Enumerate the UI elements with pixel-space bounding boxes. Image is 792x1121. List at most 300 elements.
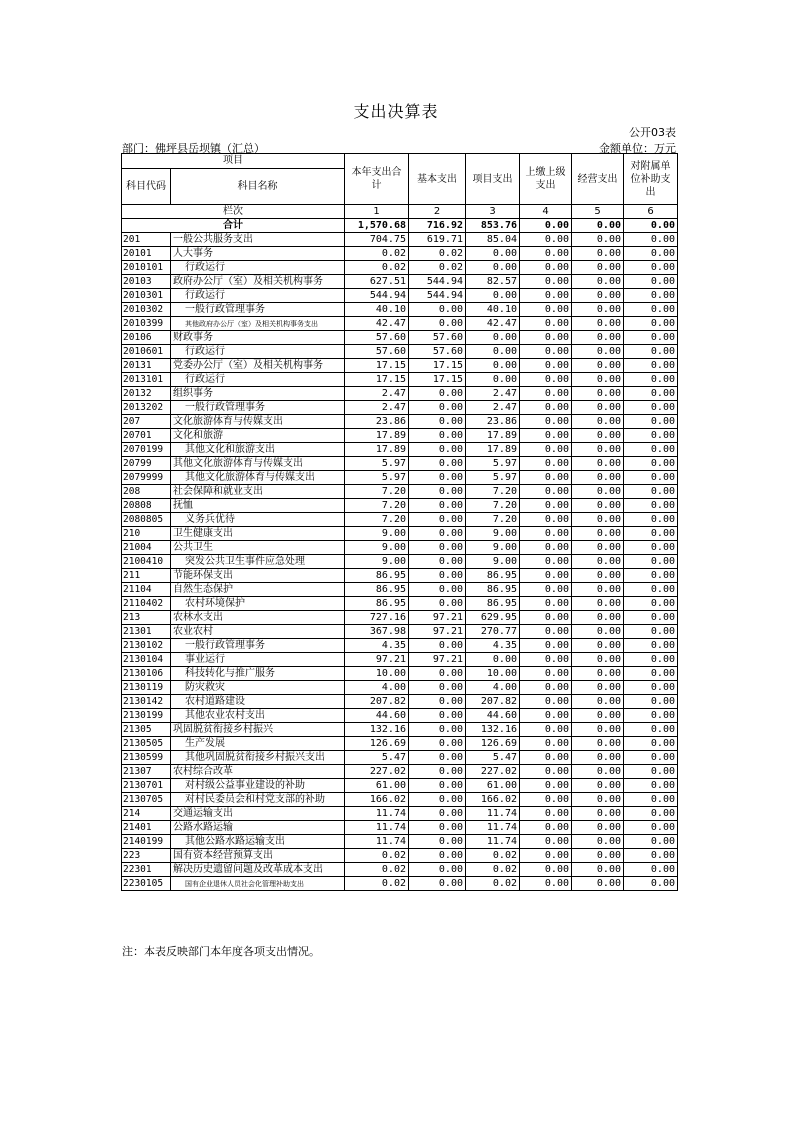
table-row (122, 247, 678, 261)
table-row (122, 275, 678, 289)
amount-business: 0.00 (572, 569, 624, 583)
amount-subsidy: 0.00 (624, 373, 678, 387)
subject-name: 公路水路运输 (171, 821, 345, 835)
amount-basic: 0.00 (409, 639, 466, 653)
amount-project: 23.86 (466, 415, 520, 429)
amount-business: 0.00 (572, 345, 624, 359)
subject-name: 防灾救灾 (171, 681, 345, 695)
table-row (122, 765, 678, 779)
amount-subsidy: 0.00 (624, 653, 678, 667)
amount-upper: 0.00 (520, 597, 572, 611)
amount-upper: 0.00 (520, 821, 572, 835)
amount-project: 207.82 (466, 695, 520, 709)
amount-total: 0.02 (345, 247, 409, 261)
subject-code: 21401 (122, 821, 171, 835)
subject-name: 一般行政管理事务 (171, 639, 345, 653)
amount-business: 0.00 (572, 429, 624, 443)
total-cell: 0.00 (520, 219, 572, 233)
amount-basic: 0.02 (409, 261, 466, 275)
subject-code: 2130119 (122, 681, 171, 695)
amount-total: 86.95 (345, 597, 409, 611)
table-row (122, 625, 678, 639)
amount-basic: 0.00 (409, 835, 466, 849)
table-row (122, 667, 678, 681)
amount-total: 704.75 (345, 233, 409, 247)
amount-upper: 0.00 (520, 569, 572, 583)
amount-business: 0.00 (572, 667, 624, 681)
amount-business: 0.00 (572, 317, 624, 331)
amount-upper: 0.00 (520, 877, 572, 891)
subject-code: 20103 (122, 275, 171, 289)
amount-total: 97.21 (345, 653, 409, 667)
table-row (122, 569, 678, 583)
total-row (122, 219, 678, 233)
subject-name: 文化旅游体育与传媒支出 (171, 415, 345, 429)
amount-basic: 0.00 (409, 415, 466, 429)
subject-name: 行政运行 (171, 345, 345, 359)
table-row (122, 345, 678, 359)
subject-code: 2130142 (122, 695, 171, 709)
subject-name: 自然生态保护 (171, 583, 345, 597)
amount-subsidy: 0.00 (624, 569, 678, 583)
subject-name: 农村环境保护 (171, 597, 345, 611)
amount-business: 0.00 (572, 275, 624, 289)
amount-project: 4.35 (466, 639, 520, 653)
subject-name: 生产发展 (171, 737, 345, 751)
amount-upper: 0.00 (520, 695, 572, 709)
amount-business: 0.00 (572, 303, 624, 317)
amount-basic: 57.60 (409, 345, 466, 359)
amount-subsidy: 0.00 (624, 597, 678, 611)
amount-total: 61.00 (345, 779, 409, 793)
amount-upper: 0.00 (520, 429, 572, 443)
amount-total: 17.89 (345, 429, 409, 443)
subject-code: 2010101 (122, 261, 171, 275)
amount-subsidy: 0.00 (624, 513, 678, 527)
subject-code: 20799 (122, 457, 171, 471)
amount-basic: 0.00 (409, 821, 466, 835)
subject-code: 2080805 (122, 513, 171, 527)
subject-code: 21305 (122, 723, 171, 737)
subject-name: 财政事务 (171, 331, 345, 345)
amount-upper: 0.00 (520, 681, 572, 695)
amount-upper: 0.00 (520, 555, 572, 569)
amount-total: 17.89 (345, 443, 409, 457)
amount-basic: 0.00 (409, 723, 466, 737)
amount-total: 727.16 (345, 611, 409, 625)
amount-business: 0.00 (572, 457, 624, 471)
amount-upper: 0.00 (520, 317, 572, 331)
amount-upper: 0.00 (520, 737, 572, 751)
subject-code: 211 (122, 569, 171, 583)
amount-business: 0.00 (572, 289, 624, 303)
amount-total: 7.20 (345, 499, 409, 513)
amount-basic: 0.00 (409, 849, 466, 863)
amount-subsidy: 0.00 (624, 317, 678, 331)
header-basic: 基本支出 (409, 154, 466, 205)
subject-name: 突发公共卫生事件应急处理 (171, 555, 345, 569)
amount-total: 5.47 (345, 751, 409, 765)
amount-subsidy: 0.00 (624, 695, 678, 709)
table-row (122, 331, 678, 345)
table-row (122, 877, 678, 891)
table-body (122, 233, 678, 891)
amount-upper: 0.00 (520, 779, 572, 793)
amount-subsidy: 0.00 (624, 443, 678, 457)
amount-project: 85.04 (466, 233, 520, 247)
amount-subsidy: 0.00 (624, 275, 678, 289)
col-index-1: 1 (345, 205, 409, 219)
amount-basic: 0.00 (409, 303, 466, 317)
table-row (122, 471, 678, 485)
subject-name: 人大事务 (171, 247, 345, 261)
amount-project: 0.00 (466, 653, 520, 667)
amount-subsidy: 0.00 (624, 779, 678, 793)
amount-business: 0.00 (572, 597, 624, 611)
header-subsidy: 对附属单位补助支出 (624, 154, 678, 205)
amount-upper: 0.00 (520, 667, 572, 681)
total-cell: 853.76 (466, 219, 520, 233)
total-cell: 0.00 (572, 219, 624, 233)
amount-subsidy: 0.00 (624, 835, 678, 849)
table-row (122, 653, 678, 667)
subject-code: 201 (122, 233, 171, 247)
amount-project: 42.47 (466, 317, 520, 331)
amount-total: 207.82 (345, 695, 409, 709)
amount-project: 9.00 (466, 555, 520, 569)
subject-name: 其他文化旅游体育与传媒支出 (171, 471, 345, 485)
total-cell: 0.00 (624, 219, 678, 233)
subject-name: 对村级公益事业建设的补助 (171, 779, 345, 793)
table-row (122, 415, 678, 429)
amount-upper: 0.00 (520, 359, 572, 373)
amount-business: 0.00 (572, 695, 624, 709)
header-code: 科目代码 (122, 168, 171, 204)
amount-subsidy: 0.00 (624, 289, 678, 303)
amount-subsidy: 0.00 (624, 541, 678, 555)
table-row (122, 401, 678, 415)
subject-name: 农业农村 (171, 625, 345, 639)
subject-name: 国有资本经营预算支出 (171, 849, 345, 863)
amount-upper: 0.00 (520, 639, 572, 653)
amount-upper: 0.00 (520, 625, 572, 639)
subject-code: 21307 (122, 765, 171, 779)
amount-upper: 0.00 (520, 303, 572, 317)
table-row (122, 807, 678, 821)
table-row (122, 695, 678, 709)
amount-project: 132.16 (466, 723, 520, 737)
table-row (122, 289, 678, 303)
amount-business: 0.00 (572, 653, 624, 667)
amount-basic: 17.15 (409, 359, 466, 373)
amount-upper: 0.00 (520, 611, 572, 625)
amount-total: 2.47 (345, 401, 409, 415)
amount-upper: 0.00 (520, 807, 572, 821)
subject-code: 2130705 (122, 793, 171, 807)
amount-project: 86.95 (466, 583, 520, 597)
expenditure-table (121, 153, 678, 891)
table-row (122, 541, 678, 555)
amount-business: 0.00 (572, 415, 624, 429)
subject-name: 农林水支出 (171, 611, 345, 625)
subject-code: 214 (122, 807, 171, 821)
subject-code: 2130102 (122, 639, 171, 653)
amount-basic: 0.00 (409, 429, 466, 443)
table-row (122, 793, 678, 807)
amount-total: 544.94 (345, 289, 409, 303)
amount-upper: 0.00 (520, 233, 572, 247)
subject-code: 2130104 (122, 653, 171, 667)
table-row (122, 443, 678, 457)
subject-code: 213 (122, 611, 171, 625)
subject-code: 2013101 (122, 373, 171, 387)
amount-project: 629.95 (466, 611, 520, 625)
amount-total: 57.60 (345, 331, 409, 345)
subject-name: 对村民委员会和村党支部的补助 (171, 793, 345, 807)
amount-basic: 0.00 (409, 807, 466, 821)
amount-business: 0.00 (572, 261, 624, 275)
amount-basic: 57.60 (409, 331, 466, 345)
amount-business: 0.00 (572, 233, 624, 247)
header-business: 经营支出 (572, 154, 624, 205)
amount-project: 0.02 (466, 863, 520, 877)
amount-subsidy: 0.00 (624, 499, 678, 513)
table-row (122, 555, 678, 569)
subject-code: 2140199 (122, 835, 171, 849)
amount-project: 11.74 (466, 821, 520, 835)
subject-name: 一般行政管理事务 (171, 303, 345, 317)
table-row (122, 499, 678, 513)
table-row (122, 387, 678, 401)
subject-name: 科技转化与推广服务 (171, 667, 345, 681)
amount-total: 367.98 (345, 625, 409, 639)
amount-subsidy: 0.00 (624, 233, 678, 247)
subject-name: 其他农业农村支出 (171, 709, 345, 723)
total-cell: 716.92 (409, 219, 466, 233)
amount-subsidy: 0.00 (624, 401, 678, 415)
amount-project: 17.89 (466, 443, 520, 457)
amount-total: 57.60 (345, 345, 409, 359)
amount-project: 5.97 (466, 457, 520, 471)
amount-business: 0.00 (572, 625, 624, 639)
amount-basic: 0.00 (409, 877, 466, 891)
amount-project: 11.74 (466, 835, 520, 849)
amount-project: 82.57 (466, 275, 520, 289)
amount-basic: 0.00 (409, 485, 466, 499)
amount-subsidy: 0.00 (624, 429, 678, 443)
subject-code: 2013202 (122, 401, 171, 415)
subject-name: 节能环保支出 (171, 569, 345, 583)
amount-subsidy: 0.00 (624, 849, 678, 863)
amount-project: 0.00 (466, 247, 520, 261)
table-row (122, 723, 678, 737)
subject-code: 2010301 (122, 289, 171, 303)
amount-business: 0.00 (572, 499, 624, 513)
subject-code: 2130701 (122, 779, 171, 793)
subject-name: 交通运输支出 (171, 807, 345, 821)
amount-total: 11.74 (345, 835, 409, 849)
table-row (122, 485, 678, 499)
amount-basic: 0.00 (409, 779, 466, 793)
header-item: 项目 (122, 154, 345, 169)
amount-subsidy: 0.00 (624, 303, 678, 317)
subject-code: 2010601 (122, 345, 171, 359)
subject-name: 其他公路水路运输支出 (171, 835, 345, 849)
subject-code: 20132 (122, 387, 171, 401)
amount-basic: 97.21 (409, 625, 466, 639)
amount-subsidy: 0.00 (624, 611, 678, 625)
amount-subsidy: 0.00 (624, 681, 678, 695)
subject-name: 农村道路建设 (171, 695, 345, 709)
amount-business: 0.00 (572, 443, 624, 457)
amount-subsidy: 0.00 (624, 667, 678, 681)
table-row (122, 639, 678, 653)
amount-business: 0.00 (572, 471, 624, 485)
amount-project: 126.69 (466, 737, 520, 751)
subject-name: 卫生健康支出 (171, 527, 345, 541)
amount-project: 61.00 (466, 779, 520, 793)
amount-subsidy: 0.00 (624, 625, 678, 639)
amount-basic: 0.00 (409, 555, 466, 569)
subject-name: 行政运行 (171, 373, 345, 387)
amount-business: 0.00 (572, 555, 624, 569)
amount-upper: 0.00 (520, 457, 572, 471)
header-lanci: 栏次 (122, 205, 345, 219)
amount-upper: 0.00 (520, 415, 572, 429)
amount-project: 0.00 (466, 373, 520, 387)
amount-upper: 0.00 (520, 765, 572, 779)
subject-name: 巩固脱贫衔接乡村振兴 (171, 723, 345, 737)
amount-basic: 0.00 (409, 751, 466, 765)
amount-total: 7.20 (345, 513, 409, 527)
amount-total: 9.00 (345, 527, 409, 541)
table-row (122, 359, 678, 373)
amount-total: 9.00 (345, 541, 409, 555)
amount-total: 627.51 (345, 275, 409, 289)
table-row (122, 513, 678, 527)
amount-business: 0.00 (572, 765, 624, 779)
amount-business: 0.00 (572, 863, 624, 877)
amount-total: 42.47 (345, 317, 409, 331)
amount-upper: 0.00 (520, 289, 572, 303)
subject-code: 2230105 (122, 877, 171, 891)
subject-name: 行政运行 (171, 261, 345, 275)
amount-total: 0.02 (345, 863, 409, 877)
amount-upper: 0.00 (520, 723, 572, 737)
amount-total: 132.16 (345, 723, 409, 737)
amount-business: 0.00 (572, 779, 624, 793)
amount-total: 0.02 (345, 877, 409, 891)
table-row (122, 835, 678, 849)
amount-project: 0.00 (466, 345, 520, 359)
amount-business: 0.00 (572, 611, 624, 625)
amount-upper: 0.00 (520, 513, 572, 527)
amount-subsidy: 0.00 (624, 639, 678, 653)
col-index-3: 3 (466, 205, 520, 219)
col-index-6: 6 (624, 205, 678, 219)
amount-basic: 0.00 (409, 863, 466, 877)
amount-upper: 0.00 (520, 387, 572, 401)
amount-basic: 0.00 (409, 765, 466, 779)
amount-subsidy: 0.00 (624, 387, 678, 401)
subject-name: 党委办公厅（室）及相关机构事务 (171, 359, 345, 373)
amount-basic: 0.00 (409, 457, 466, 471)
total-cell: 1,570.68 (345, 219, 409, 233)
amount-basic: 0.00 (409, 387, 466, 401)
amount-subsidy: 0.00 (624, 359, 678, 373)
table-row (122, 611, 678, 625)
subject-name: 组织事务 (171, 387, 345, 401)
subject-code: 2130106 (122, 667, 171, 681)
amount-upper: 0.00 (520, 583, 572, 597)
amount-upper: 0.00 (520, 261, 572, 275)
amount-basic: 97.21 (409, 653, 466, 667)
table-row (122, 583, 678, 597)
amount-project: 2.47 (466, 387, 520, 401)
table-row (122, 373, 678, 387)
subject-code: 21301 (122, 625, 171, 639)
amount-basic: 0.00 (409, 597, 466, 611)
amount-total: 126.69 (345, 737, 409, 751)
amount-project: 0.00 (466, 359, 520, 373)
subject-code: 2010399 (122, 317, 171, 331)
amount-upper: 0.00 (520, 275, 572, 289)
amount-subsidy: 0.00 (624, 793, 678, 807)
amount-basic: 0.00 (409, 681, 466, 695)
table-row (122, 233, 678, 247)
amount-upper: 0.00 (520, 709, 572, 723)
col-index-4: 4 (520, 205, 572, 219)
amount-total: 0.02 (345, 849, 409, 863)
subject-code: 20131 (122, 359, 171, 373)
amount-upper: 0.00 (520, 471, 572, 485)
amount-total: 86.95 (345, 583, 409, 597)
amount-basic: 0.00 (409, 401, 466, 415)
amount-basic: 0.00 (409, 443, 466, 457)
amount-total: 23.86 (345, 415, 409, 429)
table-row (122, 303, 678, 317)
amount-subsidy: 0.00 (624, 555, 678, 569)
amount-project: 270.77 (466, 625, 520, 639)
amount-upper: 0.00 (520, 751, 572, 765)
amount-business: 0.00 (572, 877, 624, 891)
amount-subsidy: 0.00 (624, 863, 678, 877)
amount-business: 0.00 (572, 723, 624, 737)
amount-subsidy: 0.00 (624, 415, 678, 429)
amount-basic: 97.21 (409, 611, 466, 625)
subject-name: 一般行政管理事务 (171, 401, 345, 415)
amount-project: 0.00 (466, 261, 520, 275)
subject-code: 20106 (122, 331, 171, 345)
table-row (122, 429, 678, 443)
amount-total: 9.00 (345, 555, 409, 569)
amount-project: 0.00 (466, 331, 520, 345)
amount-project: 0.02 (466, 877, 520, 891)
amount-subsidy: 0.00 (624, 751, 678, 765)
amount-total: 7.20 (345, 485, 409, 499)
amount-upper: 0.00 (520, 373, 572, 387)
amount-business: 0.00 (572, 373, 624, 387)
amount-basic: 0.00 (409, 471, 466, 485)
amount-business: 0.00 (572, 737, 624, 751)
col-index-5: 5 (572, 205, 624, 219)
amount-subsidy: 0.00 (624, 709, 678, 723)
amount-business: 0.00 (572, 387, 624, 401)
amount-project: 4.00 (466, 681, 520, 695)
amount-project: 40.10 (466, 303, 520, 317)
amount-upper: 0.00 (520, 527, 572, 541)
amount-business: 0.00 (572, 359, 624, 373)
